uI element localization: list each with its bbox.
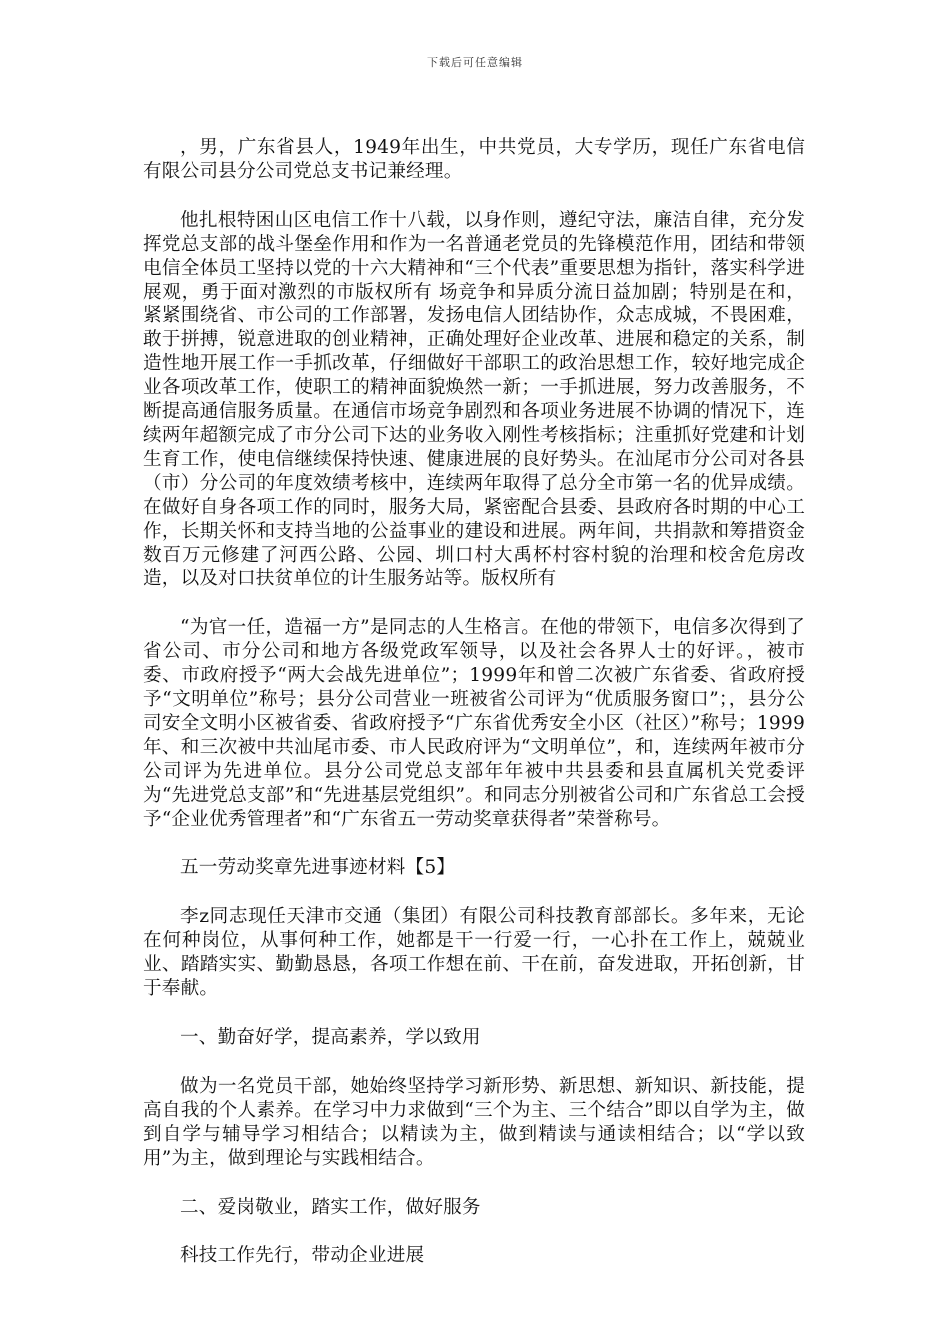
document-body bbox=[143, 136, 805, 1268]
page-header-note: 下载后可任意编辑 bbox=[427, 56, 523, 69]
paragraph-technology: 科技工作先行，带动企业进展 bbox=[180, 1245, 425, 1267]
paragraph-profile: 李z同志现任天津市交通（集团）有限公司科技教育部部长。多年来，无论在何种岗位，从事何种工作，她都是干一行爱一行，一心扑在工作上，兢兢业业、踏踏实实、勤勤恳恳，各项工作想在前、干在前，奋发进取，开拓创新，甘于奉献。 bbox=[143, 906, 805, 1000]
heading-study: 一、勤奋好学，提高素养，学以致用 bbox=[180, 1027, 481, 1048]
section-title: 五一劳动奖章先进事迹材料【5】 bbox=[180, 857, 456, 879]
paragraph-honors: “为官一任，造福一方”是同志的人生格言。在他的带领下，电信多次得到了省公司、市分公司和地方各级党政军领导，以及社会各界人士的好评。，被市委、市政府授予“两大会战先进单位”；1999年和曾二次被广东省委、省政府授予“文明单位”称号；县分公司营业一班被省公司评为“优质服务窗口”；，县分公司安全文明小区被省委、省政府授予“广东省优秀安全小区（社区）”称号；1999年、和三次被中共汕尾市委、市人民政府评为“文明单位”，和，连续两年被市分公司评为先进单位。县分公司党总支部年年被中共县委和县直属机关党委评为“先进党总支部”和“先进基层党组织”。和同志分别被省公司和广东省总工会授予“企业优秀管理者”和“广东省五一劳动奖章获得者”荣誉称号。 bbox=[143, 617, 805, 830]
paragraph-study: 做为一名党员干部，她始终坚持学习新形势、新思想、新知识、新技能，提高自我的个人素养。在学习中力求做到“三个为主、三个结合”即以自学为主，做到自学与辅导学习相结合；以精读为主，做到精读与通读相结合；以“学以致用”为主，做到理论与实践相结合。 bbox=[143, 1075, 805, 1169]
paragraph-achievements: 他扎根特困山区电信工作十八载，以身作则，遵纪守法，廉洁自律，充分发挥党总支部的战斗堡垒作用和作为一名普通老党员的先锋模范作用，团结和带领电信全体员工坚持以党的十六大精神和“三个代表”重要思想为指针，落实科学进展观，勇于面对激烈的市版权所有 场竞争和异质分流日益加剧；特别是在和，紧紧围绕省、市公司的工作部署，发扬电信人团结协作，众志成城，不畏困难，敢于拼搏，锐意进取的创业精神，正确处理好企业改革、进展和稳定的关系，制造性地开展工作一手抓改革，仔细做好干部职工的政治思想工作，较好地完成企业各项改革工作，使职工的精神面貌焕然一新；一手抓进展，努力改善服务，不断提高通信服务质量。在通信市场竞争剧烈和各项业务进展不协调的情况下，连续两年超额完成了市分公司下达的业务收入刚性考核指标；注重抓好党建和计划生育工作，使电信继续保持快速、健康进展的良好势头。在汕尾市分公司对各县（市）分公司的年度效绩考核中，连续两年取得了总分全市第一名的优异成绩。在做好自身各项工作的同时，服务大局，紧密配合县委、县政府各时期的中心工作，长期关怀和支持当地的公益事业的建设和进展。两年间，共捐款和筹措资金数百万元修建了河西公路、公园、圳口村大禹杯村容村貌的治理和校舍危房改造，以及对口扶贫单位的计生服务站等。版权所有 bbox=[143, 209, 805, 590]
heading-dedication: 二、爱岗敬业，踏实工作，做好服务 bbox=[180, 1196, 481, 1218]
paragraph-intro: ，男，广东省县人，1949年出生，中共党员，大专学历，现任广东省电信有限公司县分公司党总支书记兼经理。 bbox=[143, 137, 805, 182]
